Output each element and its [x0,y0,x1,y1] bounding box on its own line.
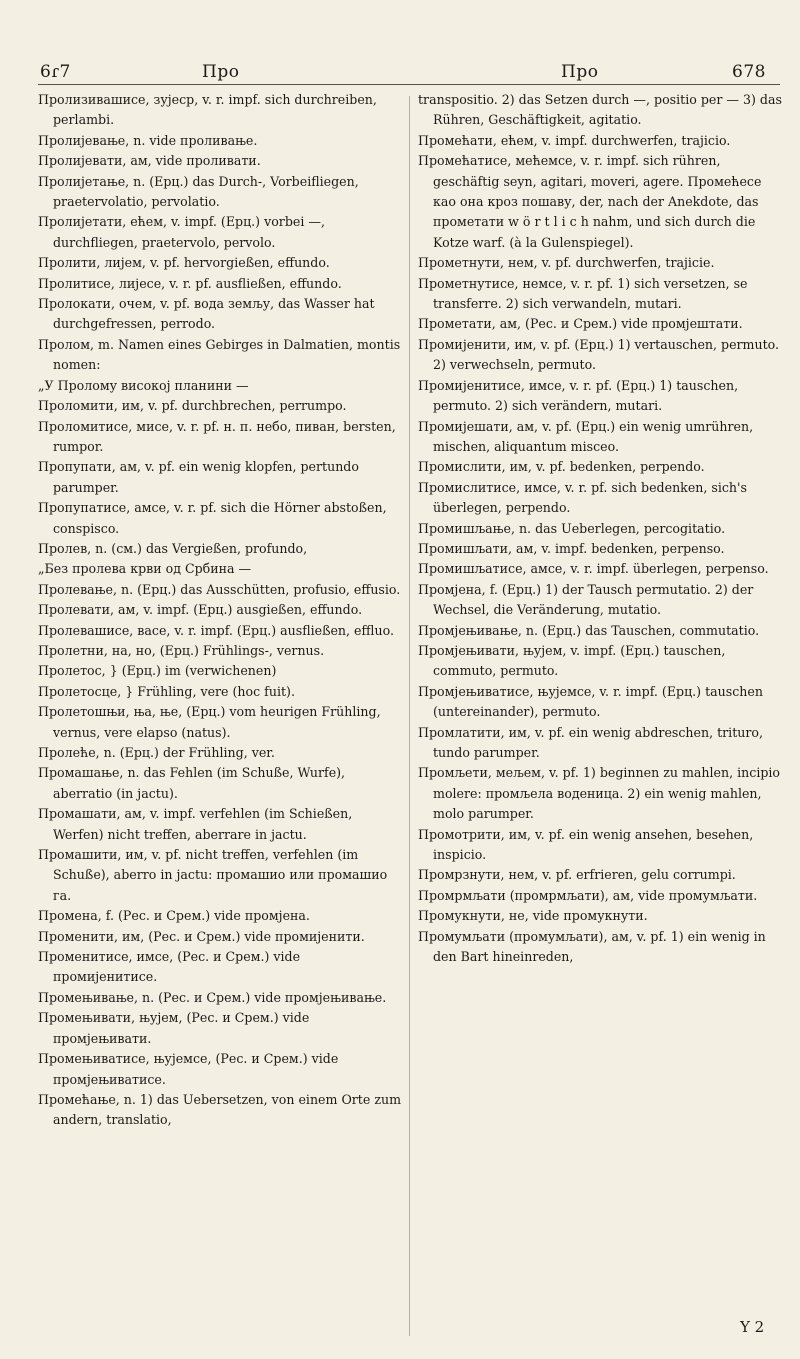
dictionary-entry: Пролокати, очем, v. pf. вода земљу, das Wasser hat durchgefressen, perrodo. [38,296,375,332]
dictionary-entry: Пролевати, ам, v. impf. (Ерц.) ausgießen, effundo. [38,602,363,618]
dictionary-entry: transpositio. 2) das Setzen durch —, positio per — 3) das Rühren, Geschäftigkeit, agitatio. [418,92,782,128]
dictionary-entry: Промишљати, ам, v. impf. bedenken, perpenso. [418,540,725,556]
dictionary-entry: Промена, f. (Рес. и Срем.) vide промјена. [38,908,310,924]
dictionary-entry: Проломитисе, мисе, v. r. pf. н. п. небо, пиван, bersten, rumpor. [38,418,396,454]
dictionary-entry: Пролетни, на, но, (Ерц.) Frühlings-, vernus. [38,642,325,658]
dictionary-entry: „У Пролому високој планини — [38,377,249,393]
left-column [38,90,403,1131]
dictionary-entry: Пролевашисе, васе, v. r. impf. (Ерц.) ausfließen, effluo. [38,622,394,638]
left-guide-word: Про [202,62,240,82]
dictionary-entry: Променитисе, имсе, (Рес. и Срем.) vide промијенитисе. [38,949,301,985]
dictionary-entry: Промећати, ећем, v. impf. durchwerfen, trajicio. [418,132,731,148]
right-page-number: 678 [732,62,766,82]
dictionary-entry: Промишљање, n. das Ueberlegen, percogitatio. [418,520,726,536]
dictionary-entry: Промјењиватисе, њујемсе, v. r. impf. (Ерц.) tauschen (untereinander), permuto. [418,683,763,720]
dictionary-entry: Пролијетати, ећем, v. impf. (Ерц.) vorbei —, durchfliegen, praetervolo, pervolo. [38,214,325,250]
right-guide-word: Про [561,62,599,82]
dictionary-entry: Промислитисе, имсе, v. r. pf. sich bedenken, sich's überlegen, perpendo. [418,479,747,516]
dictionary-entry: Промислити, им, v. pf. bedenken, perpendo. [418,459,705,475]
dictionary-entry: Промљети, мељем, v. pf. 1) beginnen zu mahlen, incipio molere: промљела воденица. 2) ein wenig mahlen, molo parumper. [418,765,781,822]
header-rule [38,84,780,85]
dictionary-entry: Прометнутисе, немсе, v. r. pf. 1) sich versetzen, se transferre. 2) sich verwandeln, mutari. [418,275,748,312]
dictionary-entry: Промукнути, не, vide промукнути. [418,908,648,924]
dictionary-entry: Пролијевати, ам, vide проливати. [38,153,261,169]
dictionary-entry: Промјењивати, њујем, v. impf. (Ерц.) tauschen, commuto, permuto. [418,642,726,679]
dictionary-entry: „Без пролева крви од Србина — [38,561,252,577]
dictionary-entry: Пролити, лијем, v. pf. hervorgießen, effundo. [38,255,330,271]
dictionary-entry: Промењивати, њујем, (Рес. и Срем.) vide промјењивати. [38,1010,310,1046]
left-page-number: 6ɾ7 [40,62,71,82]
right-column [418,90,784,967]
dictionary-entry: Пролијетање, n. (Ерц.) das Durch-, Vorbeifliegen, praetervolatio, pervolatio. [38,173,359,210]
signature-mark: Y 2 [740,1318,765,1336]
dictionary-entry: Прометнути, нем, v. pf. durchwerfen, trajicie. [418,255,715,271]
dictionary-entry: Промашати, ам, v. impf. verfehlen (im Schießen, Werfen) nicht treffen, aberrare in jactu. [38,806,353,842]
dictionary-entry: Пропупатисе, амсе, v. r. pf. sich die Hörner abstoßen, conspisco. [38,500,387,536]
dictionary-entry: Пропупати, ам, v. pf. ein wenig klopfen, pertundo parumper. [38,459,359,495]
dictionary-entry: Промашити, им, v. pf. nicht treffen, verfehlen (im Schuße), aberro in jactu: промашио или промашио га. [38,847,388,903]
dictionary-entry: Промећатисе, мећемсе, v. r. impf. sich rühren, geschäftig seyn, agitari, moveri, agere. Промећесе као она кроз пошаву, der, nach der Anekdote, das прометати w ö r t l i c h nahm, und sich durch die Kotze warf. (à la Gulenspiegel). [418,153,762,250]
dictionary-entry: Прометати, ам, (Рес. и Срем.) vide промјештати. [418,316,743,332]
dictionary-entry: Промењивање, n. (Рес. и Срем.) vide промјењивање. [38,989,387,1005]
dictionary-entry: Пролеће, n. (Ерц.) der Frühling, ver. [38,745,275,760]
dictionary-entry: Пролетошњи, ња, ње, (Ерц.) vom heurigen Frühling, vernus, vere elapso (natus). [38,704,381,740]
dictionary-entry: Промећање, n. 1) das Uebersetzen, von einem Orte zum andern, translatio, [38,1091,402,1128]
dictionary-entry: Промијенити, им, v. pf. (Ерц.) 1) vertauschen, permuto. 2) verwechseln, permuto. [418,336,780,373]
dictionary-entry: Пролитисе, лијесе, v. r. pf. ausfließen, effundo. [38,275,342,291]
dictionary-entry: Промрзнути, нем, v. pf. erfrieren, gelu corrumpi. [418,867,736,883]
dictionary-entry: Променити, им, (Рес. и Срем.) vide промијенити. [38,928,365,944]
dictionary-entry: Пролетос, } (Ерц.) im (verwichenen) [38,663,277,679]
dictionary-entry: Промењиватисе, њујемсе, (Рес. и Срем.) vide промјењиватисе. [38,1051,339,1087]
dictionary-entry: Проломити, им, v. pf. durchbrechen, perrumpo. [38,398,347,414]
dictionary-entry: Промјена, f. (Ерц.) 1) der Tausch permutatio. 2) der Wechsel, die Veränderung, mutatio. [418,581,754,618]
column-divider [409,96,410,1336]
dictionary-entry: Пролизивашисе, зујеср, v. r. impf. sich durchreiben, perlambi. [38,92,377,128]
dictionary-entry: Промјењивање, n. (Ерц.) das Tauschen, commutatio. [418,622,760,638]
dictionary-entry: Промијенитисе, имсе, v. r. pf. (Ерц.) 1) tauschen, permuto. 2) sich verändern, mutari. [418,377,739,414]
dictionary-entry: Промашање, n. das Fehlen (im Schuße, Wurfe), aberratio (in jactu). [38,765,346,801]
dictionary-entry: Промишљатисе, амсе, v. r. impf. überlegen, perpenso. [418,561,769,577]
dictionary-entry: Промијешати, ам, v. pf. (Ерц.) ein wenig umrühren, mischen, aliquantum misceo. [418,418,754,454]
dictionary-entry: Промумљати (промумљати), ам, v. pf. 1) ein wenig in den Bart hineinreden, [418,928,766,965]
dictionary-entry: Пролом, m. Namen eines Gebirges in Dalmatien, montis nomen: [38,336,401,373]
dictionary-entry: Пролев, n. (см.) das Vergießen, profundo, [38,540,308,556]
dictionary-entry: Промрмљати (промрмљати), ам, vide промумљати. [418,887,758,903]
dictionary-entry: Пролетосце, } Frühling, vere (hoc fuit). [38,683,295,699]
dictionary-entry: Промотрити, им, v. pf. ein wenig ansehen, besehen, inspicio. [418,826,754,863]
dictionary-entry: Промлатити, им, v. pf. ein wenig abdreschen, trituro, tundo parumper. [418,724,763,760]
dictionary-entry: Пролевање, n. (Ерц.) das Ausschütten, profusio, effusio. [38,581,401,597]
dictionary-entry: Пролијевање, n. vide проливање. [38,132,258,148]
